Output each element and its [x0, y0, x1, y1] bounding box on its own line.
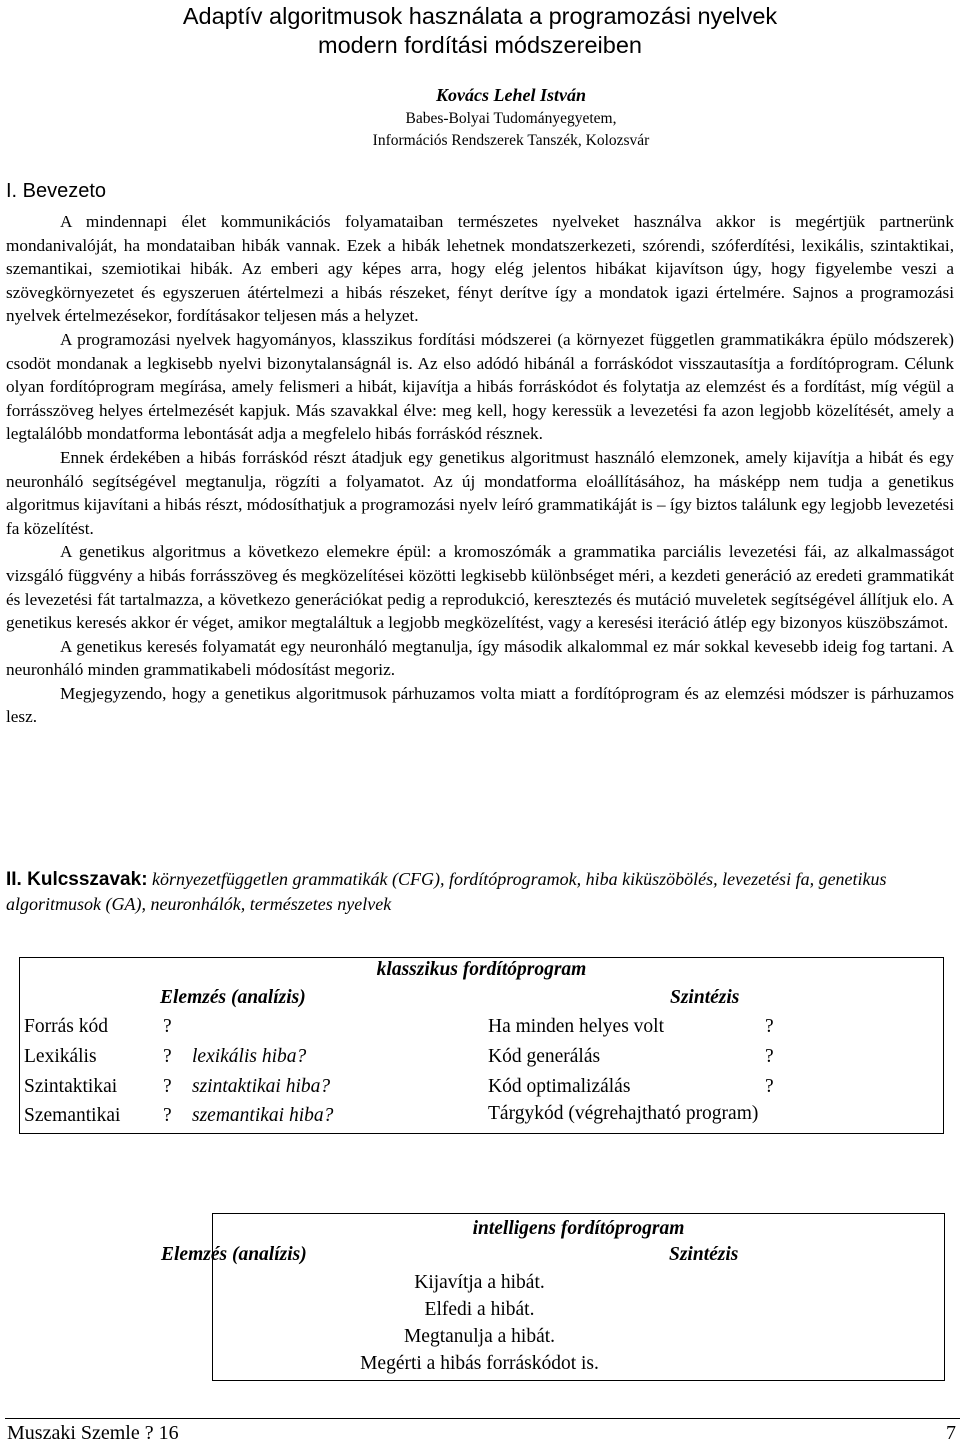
page-footer: [5, 1418, 960, 1445]
affiliation: [0, 108, 960, 152]
paragraph: A genetikus algoritmus a következo elemekre épül: a kromoszómák a grammatika parciális levezetési fái, az alkalmasságot vizsgáló függvény a hibás forrásszöveg és megközelítései közötti legkisebb különbséget méri, a kezdeti generáció az eredeti grammatikát és levezetési fát tartalmazza, a következo generációkat pedig a reprodukció, keresztezés és mutáció muveletek segítségével állítjuk elo. A genetikus keresés akkor ér véget, amikor megtaláltuk a legjobb megközelítést, vagy a keresési iteráció átlép egy bizonyos küszöbszámot.: [6, 542, 954, 633]
phase-label: Szemantikai: [24, 1105, 121, 1126]
classic-compiler-table: [19, 957, 944, 1134]
synthesis-step: Ha minden helyes volt: [488, 1016, 665, 1037]
synthesis-step: Kód optimalizálás: [488, 1076, 631, 1097]
phase-label: Forrás kód: [24, 1016, 108, 1037]
arrow-mark: ?: [163, 1016, 172, 1037]
table-title: intelligens fordítóprogram: [472, 1218, 685, 1239]
synthesis-step: Tárgykód (végrehajtható program): [488, 1103, 759, 1124]
journal-name: Muszaki Szemle: [7, 1422, 140, 1444]
arrow-mark: ?: [765, 1076, 774, 1097]
author-name: Kovács Lehel István: [436, 85, 586, 105]
error-check: lexikális hiba?: [192, 1046, 307, 1067]
keywords-text: környezetfüggetlen grammatikák (CFG), fordítóprogramok, hiba kiküszöbölés, levezetési fa, genetikus algoritmusok (GA), neuronhálók, természetes nyelvek: [6, 869, 887, 914]
arrow-mark: ?: [163, 1046, 172, 1067]
title-line-1: Adaptív algoritmusok használata a programozási nyelvek: [182, 3, 778, 29]
paragraph: Megjegyzendo, hogy a genetikus algoritmusok párhuzamos volta miatt a fordítóprogram és az elemzési módszer is párhuzamos lesz.: [6, 683, 954, 727]
list-item: Megérti a hibás forráskódot is.: [360, 1353, 599, 1374]
analysis-header: Elemzés (analízis): [161, 1244, 307, 1265]
arrow-mark: ?: [765, 1016, 774, 1037]
phase-label: Szintaktikai: [24, 1076, 118, 1097]
paragraph: Ennek érdekében a hibás forráskód részt átadjuk egy genetikus algoritmust használó elemzonek, amely kijavítja a hibát és egy neuronháló segítségével megtanulja, rögzíti a folyamatot. Az új mondatforma eloállításához, ha másképp nem tudja a genetikus algoritmus kijavítani a hibás részt, módosíthatjuk a programozási nyelv leíró grammatikáját is – így biztos találunk egy legjobb levezetési fa közelítést.: [6, 447, 954, 538]
list-item: Megtanulja a hibát.: [403, 1326, 556, 1347]
keywords: [6, 867, 954, 917]
section-heading-introduction: I. Bevezeto: [6, 180, 107, 202]
title-line-2: modern fordítási módszereiben: [318, 32, 642, 58]
issue-mark: ?: [144, 1422, 154, 1444]
phase-label: Lexikális: [24, 1046, 97, 1067]
list-item: Kijavítja a hibát.: [414, 1272, 545, 1293]
paragraph: A programozási nyelvek hagyományos, klasszikus fordítási módszerei (a környezet független grammatikákra épülo módszerek) csodöt mondanak a legkisebb nyelvi bizonytalanságnál is. Az elso adódó hibánál a forráskódot visszautasítja a fordítóprogram. Célunk olyan fordítóprogram megírása, amely felismeri a hibát, kijavítja a hibás forráskódot és folytatja az elemzést és a fordítást, míg végül a forrásszöveg helyes értelmezését kapjuk. Más szavakkal élve: meg kell, hogy keressük a levezetési fa azon legjobb közelítését, amely a legtalálóbb mondatforma lebontását adja a megfelelo hibás forráskód résznek.: [6, 329, 954, 444]
page-number: 7: [946, 1422, 956, 1444]
error-check: szintaktikai hiba?: [192, 1076, 331, 1097]
table-title: klasszikus fordítóprogram: [376, 959, 587, 980]
list-item: Elfedi a hibát.: [424, 1299, 535, 1320]
intelligent-compiler-table: [161, 1213, 945, 1381]
arrow-mark: ?: [163, 1105, 172, 1126]
paragraph: A genetikus keresés folyamatát egy neuronháló megtanulja, így második alkalommal ez már sokkal kevesebb ideig fog tartani. A neuronháló minden grammatikabeli módosítást megoriz.: [6, 636, 954, 680]
arrow-mark: ?: [765, 1046, 774, 1067]
issue-number: 16: [158, 1422, 179, 1444]
arrow-mark: ?: [163, 1076, 172, 1097]
synthesis-header: Szintézis: [670, 987, 740, 1008]
affiliation-line-2: Információs Rendszerek Tanszék, Kolozsvár: [372, 132, 650, 149]
journal-info: [7, 1422, 179, 1444]
synthesis-header: Szintézis: [669, 1244, 739, 1265]
analysis-header: Elemzés (analízis): [160, 987, 306, 1008]
paper-title: [0, 2, 960, 60]
synthesis-step: Kód generálás: [488, 1046, 601, 1067]
error-check: szemantikai hiba?: [192, 1105, 334, 1126]
introduction-body: [6, 210, 954, 729]
keywords-label: II. Kulcsszavak:: [6, 869, 148, 890]
paragraph: A mindennapi élet kommunikációs folyamataiban természetes nyelveket használva akkor is megértjük partnerünk mondanivalóját, ha mondataiban hibák vannak. Ezek a hibák lehetnek mondatszerkezeti, szórendi, szóferdítési, lexikális, szintaktikai, szemantikai, szemiotikai hibák. Az emberi agy képes arra, hogy elég jelentos hibákat kijavítson úgy, hogy figyelembe veszi a szövegkörnyezetet és egyszeruen átértelmezi a hibás részeket, fényt derítve így a mondatok igazi értelmére. Sajnos a programozási nyelvek értelmezésekor, fordításakor teljesen más a helyzet.: [6, 212, 954, 326]
affiliation-line-1: Babes-Bolyai Tudományegyetem,: [405, 110, 617, 127]
